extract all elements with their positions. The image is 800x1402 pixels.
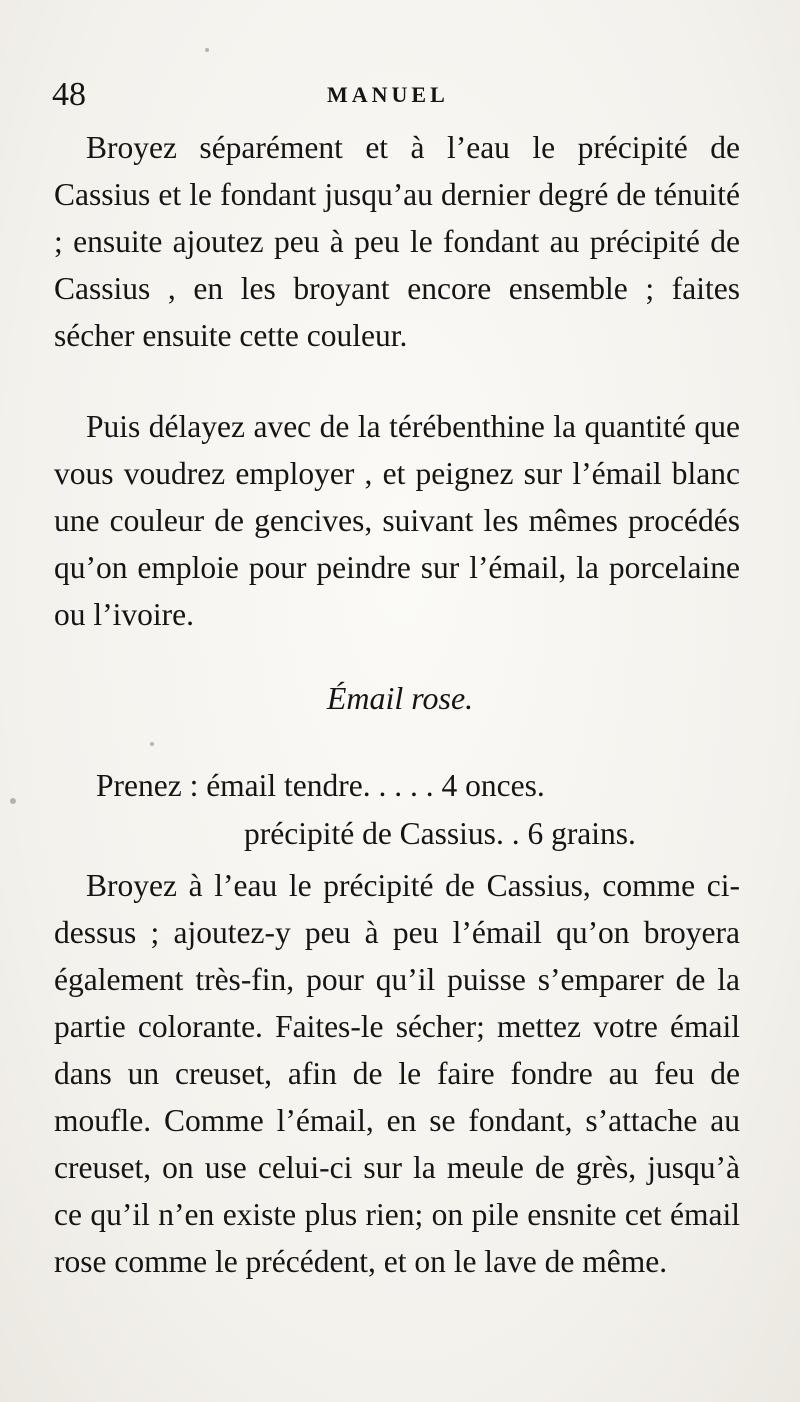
print-speck (10, 798, 16, 804)
print-speck (205, 48, 209, 52)
running-title: MANUEL (327, 82, 449, 107)
paragraph-1: Broyez séparément et à l’eau le précipité de Cassius et le fondant jusqu’au dernier degré de ténuité ; ensuite ajoutez peu à peu le fondant au précipité de Cassius , en les broyant encore ensemble ; faites sécher ensuite cette couleur. (54, 130, 740, 353)
recipe-line-2: précipité de Cassius. . 6 grains. (244, 816, 636, 851)
paragraph-2-block (54, 403, 740, 638)
paragraph-3-block (54, 862, 740, 1285)
paragraph-3: Broyez à l’eau le précipité de Cassius, comme ci-dessus ; ajoutez-y peu à peu l’émail qu’on broyera également très-fin, pour qu’il puisse s’emparer de la partie colorante. Faites-le sécher; mettez votre émail dans un creuset, afin de le faire fondre au feu de moufle. Comme l’émail, en se fondant, s’attache au creuset, on use celui-ci sur la meule de grès, jusqu’à ce qu’il n’en existe plus rien; on pile ensnite cet émail rose comme le précédent, et on le lave de même. (54, 868, 740, 1279)
paragraph-2: Puis délayez avec de la térébenthine la quantité que vous voudrez employer , et peignez sur l’émail blanc une couleur de gencives, suivant les mêmes procédés qu’on emploie pour peindre sur l’émail, la porcelaine ou l’ivoire. (54, 409, 740, 632)
page-number: 48 (52, 76, 86, 113)
recipe-line-1: Prenez : émail tendre. . . . . 4 onces. (96, 768, 545, 803)
page-header (52, 76, 752, 116)
print-speck (150, 742, 154, 746)
paragraph-1-block (54, 124, 740, 359)
section-title: Émail rose. (326, 680, 474, 716)
